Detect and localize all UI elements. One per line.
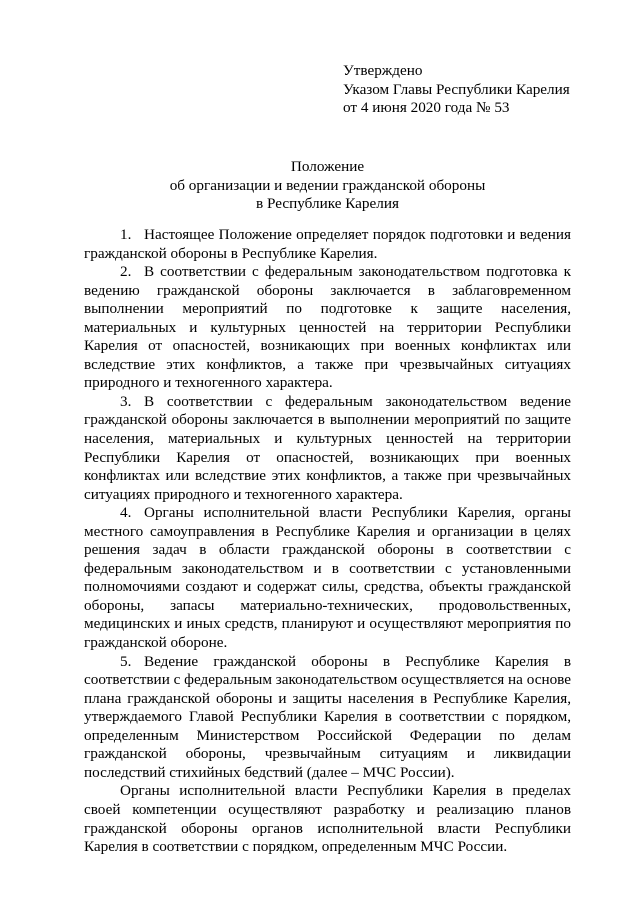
paragraph-4 [84, 504, 571, 652]
paragraph-1 [84, 226, 571, 263]
approval-block [343, 62, 570, 118]
paragraph-number: 3. [120, 392, 132, 410]
paragraph-number: 2. [120, 263, 132, 281]
paragraph-2 [84, 263, 571, 393]
paragraph-number: 4. [120, 504, 132, 522]
approval-line-1: Утверждено [343, 62, 423, 79]
title-line-2: об организации и ведении гражданской обороны [169, 176, 486, 194]
paragraph-5 [84, 653, 571, 783]
paragraph-text: В соответствии с федеральным законодательством ведение гражданской обороны заключается в выполнении мероприятий по защите населения, материальных и культурных ценностей на территории Республики Карелия от опасностей, возникающих при военных конфликтах или вследствие этих конфликтов, а также при чрезвычайных ситуациях природного и техногенного характера. [84, 392, 571, 503]
title-line-1: Положение [290, 158, 365, 175]
paragraph-text: В соответствии с федеральным законодательством подготовка к ведению гражданской обороны заключается в заблаговременном выполнении мероприятий по подготовке к защите населения, материальных и культурных ценностей на территории Республики Карелия от опасностей, возникающих при военных конфликтах или вследствие этих конфликтов, а также при чрезвычайных ситуациях природного и техногенного характера. [84, 263, 571, 392]
paragraph-number: 1. [120, 226, 132, 243]
paragraph-text: Органы исполнительной власти Республики Карелия, органы местного самоуправления в Республике Карелия и организации в целях решения задач в области гражданской обороны в соответствии с федеральным законодательством и в соответствии с установленными полномочиями создают и содержат силы, средства, объекты гражданской обороны, запасы материально-технических, продовольственных, медицинских и иных средств, планируют и осуществляют мероприятия по гражданской обороне. [84, 504, 571, 652]
paragraph-6 [84, 782, 571, 856]
paragraph-text: Органы исполнительной власти Республики Карелия в пределах своей компетенции осуществляют разработку и реализацию планов гражданской обороны органов исполнительной власти Республики Карелия в соответствии с порядком, определенным МЧС России. [84, 782, 571, 856]
paragraph-text: Настоящее Положение определяет порядок подготовки и ведения гражданской обороны в Республике Карелия. [84, 226, 571, 262]
paragraph-3 [84, 393, 571, 504]
document-title [84, 158, 571, 214]
title-line-3: в Республике Карелия [256, 195, 399, 212]
document-body [84, 226, 571, 857]
paragraph-text: Ведение гражданской обороны в Республике Карелия в соответствии с федеральным законодательством осуществляется на основе плана гражданской обороны и защиты населения в Республике Карелия, утверждаемого Главой Республики Карелия в соответствии с порядком, определенным Министерством Российской Федерации по делам гражданской обороны, чрезвычайным ситуациям и ликвидации последствий стихийных бедствий (далее – МЧС России). [84, 652, 571, 781]
paragraph-number: 5. [120, 652, 132, 670]
approval-line-2: Указом Главы Республики Карелия [343, 80, 570, 98]
approval-line-3: от 4 июня 2020 года № 53 [343, 99, 510, 116]
